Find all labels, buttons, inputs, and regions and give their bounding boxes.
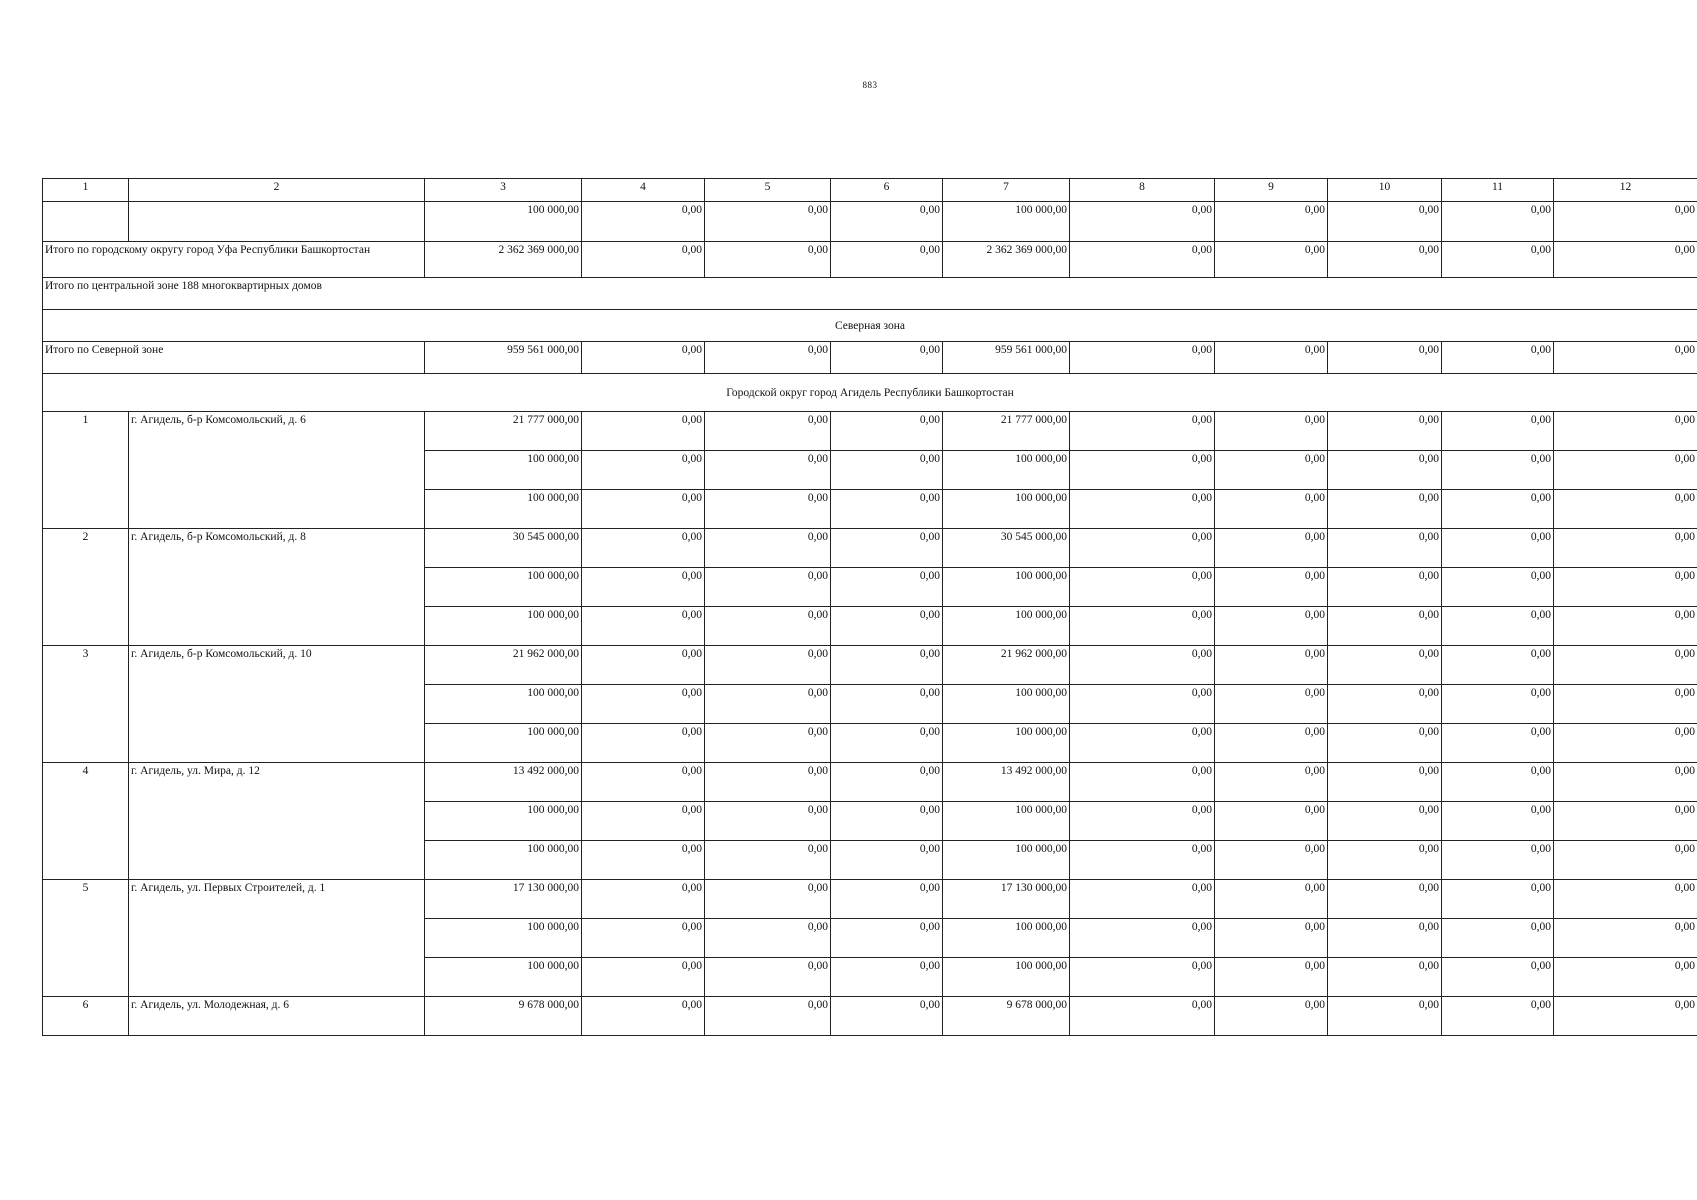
- amount-cell: 100 000,00: [943, 841, 1070, 880]
- column-header-row: [43, 179, 1697, 202]
- amount-cell: 0,00: [705, 412, 831, 451]
- amount-cell: 0,00: [1070, 529, 1215, 568]
- amount-cell: 0,00: [1070, 202, 1215, 242]
- amount-cell: 100 000,00: [943, 958, 1070, 997]
- amount-cell: 0,00: [582, 646, 705, 685]
- amount-cell: 0,00: [1328, 646, 1442, 685]
- column-header: 12: [1554, 179, 1697, 202]
- amount-cell: 0,00: [582, 342, 705, 374]
- amount-cell: 0,00: [1215, 451, 1328, 490]
- zone-title-row: [43, 310, 1697, 342]
- amount-cell: 0,00: [582, 568, 705, 607]
- amount-cell: 0,00: [1554, 568, 1697, 607]
- budget-table: [42, 178, 1697, 1036]
- amount-cell: 0,00: [705, 490, 831, 529]
- amount-cell: 0,00: [1070, 880, 1215, 919]
- amount-cell: 0,00: [1328, 763, 1442, 802]
- amount-cell: 0,00: [1554, 529, 1697, 568]
- amount-cell: 21 962 000,00: [943, 646, 1070, 685]
- amount-cell: 0,00: [1328, 685, 1442, 724]
- house-address: г. Агидель, ул. Первых Строителей, д. 1: [129, 880, 425, 997]
- amount-cell: 0,00: [1070, 763, 1215, 802]
- amount-cell: 0,00: [1328, 529, 1442, 568]
- amount-cell: 0,00: [1442, 490, 1554, 529]
- amount-cell: 0,00: [1442, 202, 1554, 242]
- amount-cell: 0,00: [1215, 342, 1328, 374]
- column-header: 7: [943, 179, 1070, 202]
- column-header: 2: [129, 179, 425, 202]
- column-header: 3: [425, 179, 582, 202]
- amount-cell: 0,00: [831, 841, 943, 880]
- agidel-title: Городской округ город Агидель Республики Башкортостан: [43, 374, 1697, 412]
- house-row: [43, 997, 1697, 1036]
- amount-cell: 0,00: [582, 412, 705, 451]
- amount-cell: 0,00: [1554, 412, 1697, 451]
- amount-cell: 0,00: [1554, 880, 1697, 919]
- amount-cell: 9 678 000,00: [425, 997, 582, 1036]
- address-cell: [129, 202, 425, 242]
- amount-cell: 13 492 000,00: [943, 763, 1070, 802]
- page-number: 883: [862, 80, 878, 90]
- amount-cell: 0,00: [582, 802, 705, 841]
- amount-cell: 0,00: [1554, 763, 1697, 802]
- amount-cell: 0,00: [1070, 568, 1215, 607]
- amount-cell: 0,00: [1328, 841, 1442, 880]
- amount-cell: 0,00: [1070, 490, 1215, 529]
- amount-cell: 100 000,00: [943, 802, 1070, 841]
- amount-cell: 100 000,00: [425, 490, 582, 529]
- amount-cell: 0,00: [1554, 958, 1697, 997]
- amount-cell: 0,00: [1554, 242, 1697, 278]
- house-number: 5: [43, 880, 129, 997]
- amount-cell: 2 362 369 000,00: [943, 242, 1070, 278]
- amount-cell: 0,00: [705, 646, 831, 685]
- amount-cell: 100 000,00: [425, 607, 582, 646]
- amount-cell: 100 000,00: [943, 451, 1070, 490]
- amount-cell: 0,00: [582, 202, 705, 242]
- amount-cell: 100 000,00: [425, 802, 582, 841]
- amount-cell: 0,00: [1070, 802, 1215, 841]
- amount-cell: 0,00: [1070, 242, 1215, 278]
- amount-cell: 100 000,00: [425, 451, 582, 490]
- index-cell: [43, 202, 129, 242]
- amount-cell: 100 000,00: [425, 202, 582, 242]
- amount-cell: 30 545 000,00: [425, 529, 582, 568]
- amount-cell: 13 492 000,00: [425, 763, 582, 802]
- amount-cell: 0,00: [1328, 342, 1442, 374]
- amount-cell: 0,00: [831, 685, 943, 724]
- amount-cell: 100 000,00: [425, 724, 582, 763]
- amount-cell: 0,00: [1070, 685, 1215, 724]
- house-number: 1: [43, 412, 129, 529]
- amount-cell: 0,00: [1070, 412, 1215, 451]
- amount-cell: 0,00: [831, 919, 943, 958]
- central-zone-total-label: Итого по центральной зоне 188 многоквартирных домов: [43, 278, 1697, 310]
- amount-cell: 0,00: [705, 242, 831, 278]
- amount-cell: 17 130 000,00: [425, 880, 582, 919]
- amount-cell: 21 962 000,00: [425, 646, 582, 685]
- column-header: 10: [1328, 179, 1442, 202]
- amount-cell: 0,00: [1215, 646, 1328, 685]
- amount-cell: 0,00: [705, 880, 831, 919]
- amount-cell: 0,00: [1554, 202, 1697, 242]
- amount-cell: 0,00: [582, 880, 705, 919]
- amount-cell: 0,00: [705, 958, 831, 997]
- amount-cell: 0,00: [831, 763, 943, 802]
- amount-cell: 0,00: [1328, 412, 1442, 451]
- amount-cell: 0,00: [705, 997, 831, 1036]
- amount-cell: 0,00: [582, 919, 705, 958]
- amount-cell: 0,00: [831, 568, 943, 607]
- amount-cell: 0,00: [1328, 997, 1442, 1036]
- amount-cell: 30 545 000,00: [943, 529, 1070, 568]
- amount-cell: 0,00: [1215, 880, 1328, 919]
- house-number: 3: [43, 646, 129, 763]
- amount-cell: 0,00: [1215, 802, 1328, 841]
- house-number: 6: [43, 997, 129, 1036]
- amount-cell: 0,00: [831, 342, 943, 374]
- amount-cell: 0,00: [582, 490, 705, 529]
- amount-cell: 0,00: [831, 646, 943, 685]
- house-row: [43, 763, 1697, 802]
- house-row: [43, 412, 1697, 451]
- house-address: г. Агидель, б-р Комсомольский, д. 8: [129, 529, 425, 646]
- amount-cell: 0,00: [1442, 529, 1554, 568]
- amount-cell: 0,00: [1442, 451, 1554, 490]
- amount-cell: 0,00: [1442, 646, 1554, 685]
- amount-cell: 0,00: [831, 490, 943, 529]
- amount-cell: 0,00: [1554, 607, 1697, 646]
- amount-cell: 21 777 000,00: [943, 412, 1070, 451]
- house-number: 2: [43, 529, 129, 646]
- amount-cell: 100 000,00: [425, 685, 582, 724]
- ufa-total-row: [43, 242, 1697, 278]
- amount-cell: 0,00: [1554, 802, 1697, 841]
- amount-cell: 0,00: [1554, 841, 1697, 880]
- amount-cell: 0,00: [1215, 490, 1328, 529]
- amount-cell: 0,00: [1554, 997, 1697, 1036]
- amount-cell: 0,00: [1070, 451, 1215, 490]
- amount-cell: 0,00: [1215, 412, 1328, 451]
- amount-cell: 0,00: [1070, 607, 1215, 646]
- amount-cell: 0,00: [705, 919, 831, 958]
- amount-cell: 0,00: [1442, 958, 1554, 997]
- amount-cell: 0,00: [1328, 451, 1442, 490]
- amount-cell: 0,00: [831, 202, 943, 242]
- amount-cell: 0,00: [582, 607, 705, 646]
- amount-cell: 0,00: [1328, 568, 1442, 607]
- amount-cell: 0,00: [1554, 342, 1697, 374]
- amount-cell: 0,00: [1328, 802, 1442, 841]
- house-row: [43, 529, 1697, 568]
- amount-cell: 0,00: [705, 802, 831, 841]
- amount-cell: 0,00: [831, 724, 943, 763]
- amount-cell: 0,00: [831, 529, 943, 568]
- amount-cell: 0,00: [1554, 646, 1697, 685]
- amount-cell: 0,00: [582, 685, 705, 724]
- amount-cell: 0,00: [1215, 958, 1328, 997]
- ufa-total-label: Итого по городскому округу город Уфа Республики Башкортостан: [43, 242, 425, 278]
- amount-cell: 959 561 000,00: [425, 342, 582, 374]
- amount-cell: 959 561 000,00: [943, 342, 1070, 374]
- municipality-title-row: [43, 374, 1697, 412]
- amount-cell: 0,00: [831, 958, 943, 997]
- amount-cell: 0,00: [1442, 841, 1554, 880]
- house-address: г. Агидель, ул. Мира, д. 12: [129, 763, 425, 880]
- amount-cell: 0,00: [1070, 958, 1215, 997]
- column-header: 8: [1070, 179, 1215, 202]
- amount-cell: 0,00: [1328, 242, 1442, 278]
- amount-cell: 0,00: [831, 802, 943, 841]
- amount-cell: 0,00: [705, 568, 831, 607]
- amount-cell: 100 000,00: [425, 919, 582, 958]
- amount-cell: 0,00: [1328, 880, 1442, 919]
- amount-cell: 100 000,00: [943, 685, 1070, 724]
- amount-cell: 0,00: [1070, 841, 1215, 880]
- amount-cell: 0,00: [1442, 342, 1554, 374]
- amount-cell: 0,00: [582, 841, 705, 880]
- house-row: [43, 880, 1697, 919]
- amount-cell: 0,00: [582, 958, 705, 997]
- amount-cell: 0,00: [1328, 958, 1442, 997]
- northern-zone-title: Северная зона: [43, 310, 1697, 342]
- amount-cell: 0,00: [1442, 685, 1554, 724]
- amount-cell: 0,00: [831, 242, 943, 278]
- amount-cell: 17 130 000,00: [943, 880, 1070, 919]
- house-address: г. Агидель, б-р Комсомольский, д. 6: [129, 412, 425, 529]
- amount-cell: 100 000,00: [943, 607, 1070, 646]
- amount-cell: 0,00: [705, 841, 831, 880]
- amount-cell: 100 000,00: [943, 919, 1070, 958]
- amount-cell: 0,00: [1554, 919, 1697, 958]
- amount-cell: 0,00: [1215, 202, 1328, 242]
- amount-cell: 0,00: [1442, 997, 1554, 1036]
- amount-cell: 0,00: [1442, 607, 1554, 646]
- amount-cell: 0,00: [582, 242, 705, 278]
- amount-cell: 0,00: [1328, 724, 1442, 763]
- northern-zone-total-row: [43, 342, 1697, 374]
- amount-cell: 0,00: [1442, 568, 1554, 607]
- amount-cell: 0,00: [1215, 607, 1328, 646]
- amount-cell: 0,00: [705, 763, 831, 802]
- amount-cell: 0,00: [1442, 763, 1554, 802]
- amount-cell: 0,00: [1215, 568, 1328, 607]
- amount-cell: 9 678 000,00: [943, 997, 1070, 1036]
- amount-cell: 0,00: [1442, 880, 1554, 919]
- amount-cell: 0,00: [1215, 919, 1328, 958]
- amount-cell: 0,00: [705, 451, 831, 490]
- amount-cell: 21 777 000,00: [425, 412, 582, 451]
- amount-cell: 0,00: [1215, 529, 1328, 568]
- amount-cell: 0,00: [705, 724, 831, 763]
- amount-cell: 0,00: [1554, 490, 1697, 529]
- amount-cell: 0,00: [582, 529, 705, 568]
- amount-cell: 0,00: [1070, 919, 1215, 958]
- amount-cell: 0,00: [1554, 451, 1697, 490]
- amount-cell: 0,00: [1215, 841, 1328, 880]
- amount-cell: 0,00: [1442, 412, 1554, 451]
- amount-cell: 0,00: [1554, 724, 1697, 763]
- amount-cell: 100 000,00: [943, 568, 1070, 607]
- central-zone-total-row: [43, 278, 1697, 310]
- table-row: [43, 202, 1697, 242]
- amount-cell: 0,00: [1070, 646, 1215, 685]
- amount-cell: 0,00: [705, 529, 831, 568]
- house-address: г. Агидель, ул. Молодежная, д. 6: [129, 997, 425, 1036]
- amount-cell: 2 362 369 000,00: [425, 242, 582, 278]
- column-header: 11: [1442, 179, 1554, 202]
- amount-cell: 0,00: [831, 607, 943, 646]
- amount-cell: 0,00: [1442, 802, 1554, 841]
- amount-cell: 0,00: [1070, 997, 1215, 1036]
- amount-cell: 0,00: [831, 997, 943, 1036]
- amount-cell: 0,00: [1442, 242, 1554, 278]
- amount-cell: 0,00: [831, 451, 943, 490]
- amount-cell: 0,00: [831, 412, 943, 451]
- amount-cell: 0,00: [1328, 490, 1442, 529]
- amount-cell: 100 000,00: [425, 568, 582, 607]
- amount-cell: 0,00: [1328, 202, 1442, 242]
- northern-zone-total-label: Итого по Северной зоне: [43, 342, 425, 374]
- amount-cell: 0,00: [1215, 724, 1328, 763]
- amount-cell: 100 000,00: [425, 958, 582, 997]
- column-header: 5: [705, 179, 831, 202]
- house-address: г. Агидель, б-р Комсомольский, д. 10: [129, 646, 425, 763]
- amount-cell: 0,00: [705, 607, 831, 646]
- amount-cell: 0,00: [705, 202, 831, 242]
- amount-cell: 100 000,00: [425, 841, 582, 880]
- amount-cell: 0,00: [705, 685, 831, 724]
- amount-cell: 100 000,00: [943, 202, 1070, 242]
- amount-cell: 0,00: [1554, 685, 1697, 724]
- column-header: 9: [1215, 179, 1328, 202]
- amount-cell: 100 000,00: [943, 724, 1070, 763]
- column-header: 1: [43, 179, 129, 202]
- amount-cell: 0,00: [582, 724, 705, 763]
- amount-cell: 0,00: [582, 997, 705, 1036]
- amount-cell: 0,00: [1070, 342, 1215, 374]
- amount-cell: 100 000,00: [943, 490, 1070, 529]
- amount-cell: 0,00: [705, 342, 831, 374]
- amount-cell: 0,00: [1215, 763, 1328, 802]
- amount-cell: 0,00: [582, 451, 705, 490]
- house-number: 4: [43, 763, 129, 880]
- column-header: 6: [831, 179, 943, 202]
- amount-cell: 0,00: [1328, 607, 1442, 646]
- column-header: 4: [582, 179, 705, 202]
- amount-cell: 0,00: [831, 880, 943, 919]
- amount-cell: 0,00: [1215, 997, 1328, 1036]
- amount-cell: 0,00: [1442, 724, 1554, 763]
- amount-cell: 0,00: [582, 763, 705, 802]
- amount-cell: 0,00: [1442, 919, 1554, 958]
- amount-cell: 0,00: [1215, 685, 1328, 724]
- amount-cell: 0,00: [1070, 724, 1215, 763]
- amount-cell: 0,00: [1328, 919, 1442, 958]
- house-row: [43, 646, 1697, 685]
- amount-cell: 0,00: [1215, 242, 1328, 278]
